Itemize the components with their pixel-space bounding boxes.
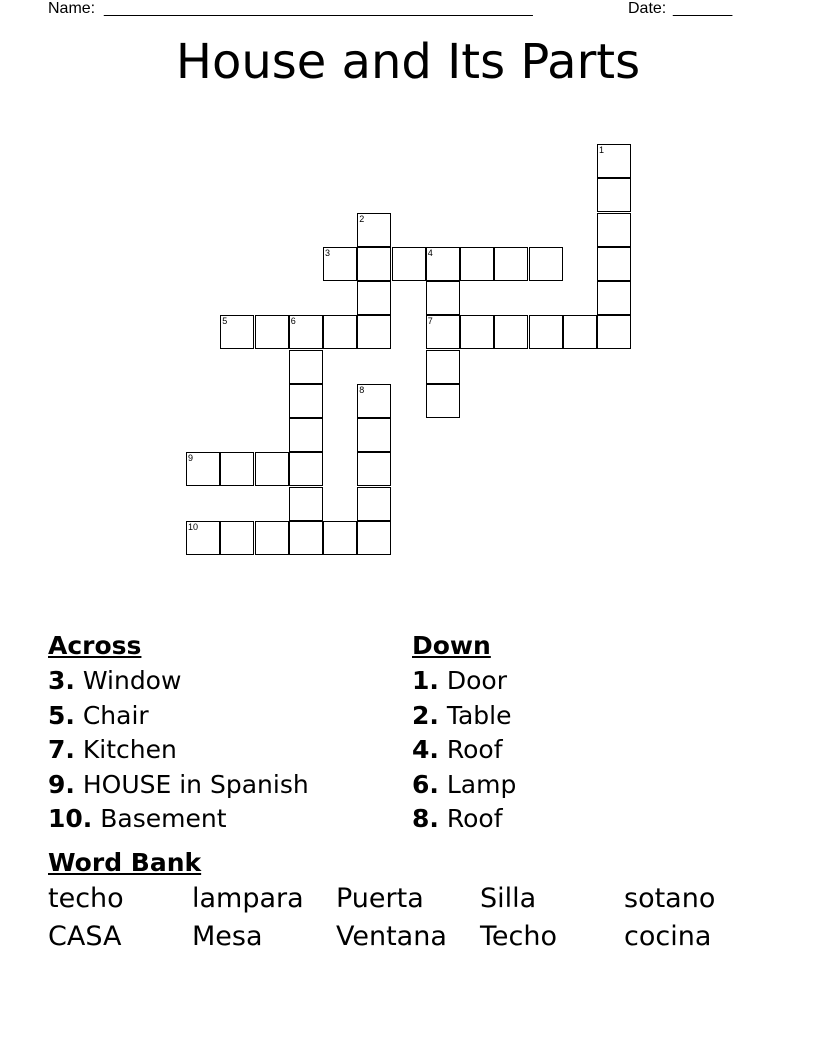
grid-cell[interactable] xyxy=(357,247,391,281)
word-bank-word: Puerta xyxy=(336,883,424,914)
clue-number: 10. xyxy=(48,804,93,833)
clue-text: Lamp xyxy=(438,769,517,799)
clue-item xyxy=(412,664,516,699)
clue-item xyxy=(412,699,516,734)
grid-cell[interactable] xyxy=(357,281,391,315)
clue-text: HOUSE in Spanish xyxy=(74,769,309,799)
across-heading: Across xyxy=(48,631,142,660)
clue-number: 5. xyxy=(48,700,75,730)
date-blank-line[interactable]: _______ xyxy=(673,0,732,17)
grid-cell[interactable] xyxy=(289,384,323,418)
cell-number: 3 xyxy=(325,247,331,258)
grid-cell[interactable] xyxy=(494,315,528,349)
grid-cell[interactable] xyxy=(255,315,289,349)
grid-cell[interactable] xyxy=(597,247,631,281)
grid-cell[interactable] xyxy=(426,384,460,418)
grid-cell[interactable] xyxy=(357,521,391,555)
word-bank-row xyxy=(48,880,768,918)
word-bank-heading: Word Bank xyxy=(48,848,202,877)
word-bank-word: Silla xyxy=(480,883,537,914)
name-blank-line[interactable]: ___________________________________________________ xyxy=(104,0,533,17)
clue-number: 9. xyxy=(48,769,75,799)
word-bank-word: Mesa xyxy=(192,921,263,952)
grid-cell[interactable] xyxy=(220,315,254,349)
grid-cell[interactable] xyxy=(255,452,289,486)
clue-number: 3. xyxy=(48,666,75,695)
clue-text: Kitchen xyxy=(74,735,177,764)
grid-cell[interactable] xyxy=(597,178,631,212)
clue-item xyxy=(48,802,309,837)
grid-cell[interactable] xyxy=(392,247,426,281)
cell-number: 10 xyxy=(188,521,199,532)
word-bank-word: CASA xyxy=(48,921,122,952)
word-bank-row xyxy=(48,918,768,956)
clue-item xyxy=(48,733,309,768)
grid-cell[interactable] xyxy=(357,452,391,486)
clue-text: Chair xyxy=(74,700,149,730)
page-title: House and Its Parts xyxy=(175,34,641,90)
grid-cell[interactable] xyxy=(186,452,220,486)
grid-cell[interactable] xyxy=(597,281,631,315)
word-bank-word: lampara xyxy=(192,883,304,914)
grid-cell[interactable] xyxy=(357,213,391,247)
word-bank-word: techo xyxy=(48,883,124,914)
clue-number: 8. xyxy=(412,804,439,833)
grid-cell[interactable] xyxy=(255,521,289,555)
grid-cell[interactable] xyxy=(357,487,391,521)
name-label: Name: xyxy=(48,0,96,17)
cell-number: 5 xyxy=(222,316,228,327)
word-bank-word: cocina xyxy=(624,921,712,952)
clue-item xyxy=(48,699,309,734)
clue-item xyxy=(412,733,516,768)
grid-cell[interactable] xyxy=(220,452,254,486)
clue-item xyxy=(412,768,516,803)
grid-cell[interactable] xyxy=(289,315,323,349)
grid-cell[interactable] xyxy=(426,315,460,349)
grid-cell[interactable] xyxy=(494,247,528,281)
grid-cell[interactable] xyxy=(460,247,494,281)
down-clues xyxy=(412,630,516,837)
cell-number: 7 xyxy=(427,316,433,327)
word-bank xyxy=(48,846,768,956)
grid-cell[interactable] xyxy=(357,384,391,418)
cell-number: 4 xyxy=(427,247,433,258)
grid-cell[interactable] xyxy=(289,350,323,384)
across-clue-list xyxy=(48,664,309,837)
grid-cell[interactable] xyxy=(563,315,597,349)
clue-number: 1. xyxy=(412,666,439,695)
grid-cell[interactable] xyxy=(460,315,494,349)
clue-number: 6. xyxy=(412,769,439,799)
grid-cell[interactable] xyxy=(289,521,323,555)
down-heading: Down xyxy=(412,631,491,660)
grid-cell[interactable] xyxy=(426,350,460,384)
word-bank-rows xyxy=(48,880,768,956)
clue-number: 7. xyxy=(48,735,75,764)
clue-number: 4. xyxy=(412,735,439,764)
clue-item xyxy=(412,802,516,837)
date-label: Date: xyxy=(628,0,667,17)
grid-cell[interactable] xyxy=(426,281,460,315)
word-bank-word: sotano xyxy=(624,883,716,914)
clue-item xyxy=(48,768,309,803)
across-clues xyxy=(48,630,309,837)
cell-number: 6 xyxy=(290,316,296,327)
cell-number: 2 xyxy=(359,213,365,224)
cell-number: 9 xyxy=(188,453,194,464)
grid-cell[interactable] xyxy=(289,452,323,486)
grid-cell[interactable] xyxy=(426,247,460,281)
clue-text: Table xyxy=(438,700,512,730)
grid-cell[interactable] xyxy=(323,521,357,555)
cell-number: 1 xyxy=(599,145,605,155)
grid-cell[interactable] xyxy=(597,213,631,247)
clue-text: Door xyxy=(438,666,507,695)
clue-text: Roof xyxy=(438,735,503,764)
grid-cell[interactable] xyxy=(323,247,357,281)
clue-text: Window xyxy=(74,666,182,695)
grid-cell[interactable] xyxy=(529,247,563,281)
cell-number: 8 xyxy=(359,384,365,395)
grid-cell[interactable] xyxy=(186,521,220,555)
clue-item xyxy=(48,664,309,699)
grid-cell[interactable] xyxy=(323,315,357,349)
down-clue-list xyxy=(412,664,516,837)
grid-cell[interactable] xyxy=(597,315,631,349)
clue-text: Roof xyxy=(438,804,503,833)
grid-cell[interactable] xyxy=(289,418,323,452)
grid-cell[interactable] xyxy=(357,315,391,349)
grid-cell[interactable] xyxy=(529,315,563,349)
clue-number: 2. xyxy=(412,700,439,730)
grid-cell[interactable] xyxy=(597,144,631,178)
grid-cell[interactable] xyxy=(357,418,391,452)
word-bank-word: Ventana xyxy=(336,921,447,952)
grid-cell[interactable] xyxy=(289,487,323,521)
grid-cell[interactable] xyxy=(220,521,254,555)
clue-text: Basement xyxy=(92,804,227,833)
word-bank-word: Techo xyxy=(480,921,557,952)
